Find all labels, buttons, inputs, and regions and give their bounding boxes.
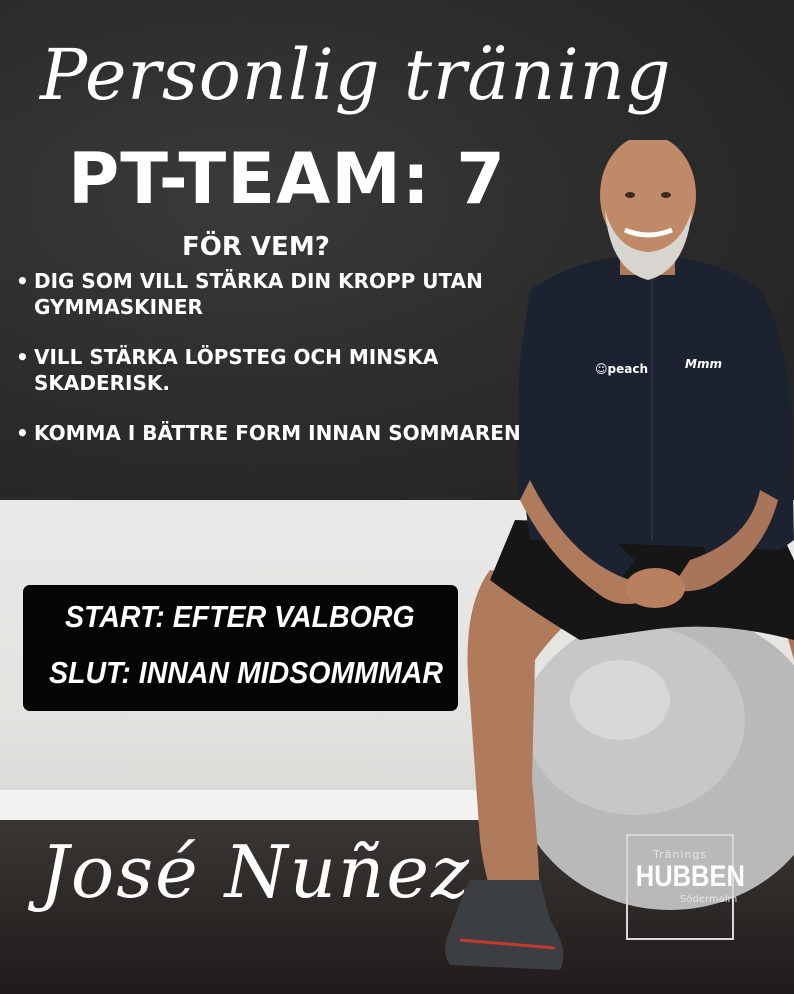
logo-top-text: Tränings <box>652 848 708 861</box>
schedule-box <box>23 585 458 711</box>
for-whom-heading: FÖR VEM? <box>182 232 330 262</box>
start-date: START: EFTER VALBORG <box>65 599 415 634</box>
list-item: • DIG SOM VILL STÄRKA DIN KROPP UTAN GYMMASKINER <box>16 268 536 320</box>
svg-text:Mmm: Mmm <box>685 357 722 371</box>
logo-main-text: HUBBEN <box>635 860 745 893</box>
logo-bottom-text: Södermalm <box>680 894 738 905</box>
end-date: SLUT: INNAN MIDSOMMMAR <box>49 655 443 690</box>
signature: José Nuñez <box>40 830 471 914</box>
traningshubben-logo <box>626 834 745 940</box>
main-title: PT-TEAM: 7 <box>68 138 506 220</box>
svg-text:☺peach: ☺peach <box>595 362 648 376</box>
script-title: Personlig träning <box>40 34 672 116</box>
target-audience-list <box>16 268 536 470</box>
trainer-photo <box>420 140 794 980</box>
list-item: • KOMMA I BÄTTRE FORM INNAN SOMMAREN <box>16 420 536 446</box>
list-item: • VILL STÄRKA LÖPSTEG OCH MINSKA SKADERISK. <box>16 344 536 396</box>
